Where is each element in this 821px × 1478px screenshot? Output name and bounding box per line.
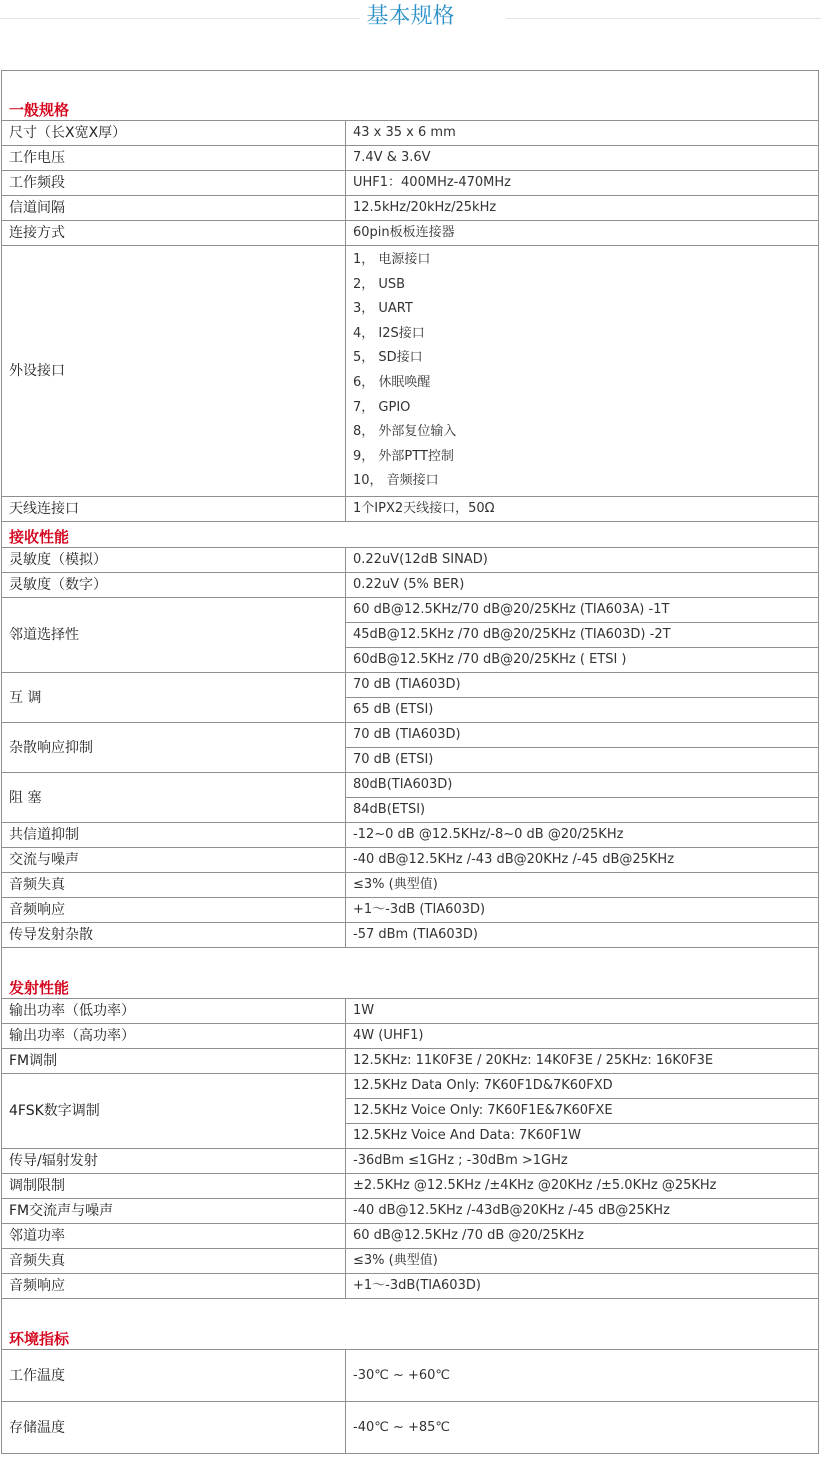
section-heading: 接收性能 xyxy=(2,522,819,548)
spec-row xyxy=(2,1199,819,1224)
spec-value: 12.5kHz/20kHz/25kHz xyxy=(346,196,819,221)
spec-value: 60 dB@12.5KHz/70 dB@20/25KHz (TIA603A) -1T xyxy=(346,598,819,623)
section-row xyxy=(2,1299,819,1350)
spec-value: ≤3% (典型值) xyxy=(346,1249,819,1274)
spec-label: 工作温度 xyxy=(2,1350,346,1402)
spec-row xyxy=(2,1350,819,1402)
spec-row xyxy=(2,1249,819,1274)
section-row xyxy=(2,71,819,121)
spec-label: 外设接口 xyxy=(2,246,346,497)
spec-value: ±2.5KHz @12.5KHz /±4KHz @20KHz /±5.0KHz @25KHz xyxy=(346,1174,819,1199)
spec-label: 音频失真 xyxy=(2,1249,346,1274)
spec-value: +1～-3dB (TIA603D) xyxy=(346,898,819,923)
spec-row xyxy=(2,823,819,848)
spec-row xyxy=(2,1049,819,1074)
section-heading: 一般规格 xyxy=(2,71,819,121)
spec-value: -40 dB@12.5KHz /-43dB@20KHz /-45 dB@25KHz xyxy=(346,1199,819,1224)
spec-label: 4FSK数字调制 xyxy=(2,1074,346,1149)
list-item: 3， UART xyxy=(353,301,413,317)
spec-value: -36dBm ≤1GHz ; -30dBm >1GHz xyxy=(346,1149,819,1174)
spec-label: 信道间隔 xyxy=(2,196,346,221)
spec-label: 邻道功率 xyxy=(2,1224,346,1249)
spec-row xyxy=(2,121,819,146)
spec-value: -30℃ ~ +60℃ xyxy=(346,1350,819,1402)
spec-row xyxy=(2,573,819,598)
spec-row xyxy=(2,1224,819,1249)
spec-value: -12~0 dB @12.5KHz/-8~0 dB @20/25KHz xyxy=(346,823,819,848)
spec-value: 60 dB@12.5KHz /70 dB @20/25KHz xyxy=(346,1224,819,1249)
spec-label: 音频失真 xyxy=(2,873,346,898)
spec-label: 传导/辐射发射 xyxy=(2,1149,346,1174)
spec-row xyxy=(2,723,819,748)
spec-value: 65 dB (ETSI) xyxy=(346,698,819,723)
spec-value: 4W (UHF1) xyxy=(346,1024,819,1049)
spec-label: 灵敏度（模拟） xyxy=(2,548,346,573)
spec-value: 0.22uV(12dB SINAD) xyxy=(346,548,819,573)
spec-label: 音频响应 xyxy=(2,1274,346,1299)
section-heading: 环境指标 xyxy=(2,1299,819,1350)
list-item: 6， 休眠唤醒 xyxy=(353,375,431,390)
spec-label: 存储温度 xyxy=(2,1402,346,1454)
spec-value: 12.5KHz: 11K0F3E / 20KHz: 14K0F3E / 25KHz: 16K0F3E xyxy=(346,1049,819,1074)
spec-row xyxy=(2,673,819,698)
spec-value: -40 dB@12.5KHz /-43 dB@20KHz /-45 dB@25KHz xyxy=(346,848,819,873)
spec-row xyxy=(2,848,819,873)
spec-value: +1～-3dB(TIA603D) xyxy=(346,1274,819,1299)
spec-value: -40℃ ~ +85℃ xyxy=(346,1402,819,1454)
list-item: 8， 外部复位输入 xyxy=(353,424,457,440)
list-item: 9， 外部PTT控制 xyxy=(353,448,454,464)
list-item: 1， 电源接口 xyxy=(353,252,431,268)
spec-label: 共信道抑制 xyxy=(2,823,346,848)
spec-value: 12.5KHz Voice And Data: 7K60F1W xyxy=(346,1124,819,1149)
spec-label: 连接方式 xyxy=(2,221,346,246)
spec-label: 灵敏度（数字） xyxy=(2,573,346,598)
spec-value: 60pin板板连接器 xyxy=(346,221,819,246)
spec-label: 音频响应 xyxy=(2,898,346,923)
spec-value: 45dB@12.5KHz /70 dB@20/25KHz (TIA603D) -2T xyxy=(346,623,819,648)
spec-value: ≤3% (典型值) xyxy=(346,873,819,898)
spec-row xyxy=(2,598,819,623)
spec-value: 0.22uV (5% BER) xyxy=(346,573,819,598)
spec-value: 1个IPX2天线接口，50Ω xyxy=(346,497,819,522)
spec-value: 1W xyxy=(346,999,819,1024)
spec-row xyxy=(2,873,819,898)
spec-value: 70 dB (TIA603D) xyxy=(346,723,819,748)
spec-label: 传导发射杂散 xyxy=(2,923,346,948)
spec-value: 7.4V & 3.6V xyxy=(346,146,819,171)
spec-value: 12.5KHz Data Only: 7K60F1D&7K60FXD xyxy=(346,1074,819,1099)
spec-row xyxy=(2,1149,819,1174)
spec-value: UHF1：400MHz-470MHz xyxy=(346,171,819,196)
spec-label: 调制限制 xyxy=(2,1174,346,1199)
spec-label: 天线连接口 xyxy=(2,497,346,522)
spec-value: -57 dBm (TIA603D) xyxy=(346,923,819,948)
spec-row xyxy=(2,898,819,923)
spec-value-list xyxy=(346,246,819,497)
spec-row xyxy=(2,221,819,246)
spec-row xyxy=(2,999,819,1024)
spec-row xyxy=(2,1024,819,1049)
spec-value: 70 dB (TIA603D) xyxy=(346,673,819,698)
page-title: 基本规格 xyxy=(366,4,455,29)
section-heading: 发射性能 xyxy=(2,948,819,999)
spec-value: 80dB(TIA603D) xyxy=(346,773,819,798)
spec-row xyxy=(2,1074,819,1099)
spec-value: 12.5KHz Voice Only: 7K60F1E&7K60FXE xyxy=(346,1099,819,1124)
spec-row xyxy=(2,171,819,196)
spec-row xyxy=(2,1174,819,1199)
spec-label: 交流与噪声 xyxy=(2,848,346,873)
spec-row xyxy=(2,773,819,798)
list-item: 10， 音频接口 xyxy=(353,473,439,489)
list-item: 5， SD接口 xyxy=(353,350,423,366)
list-item: 4， I2S接口 xyxy=(353,325,425,341)
header-divider-right xyxy=(506,18,821,19)
spec-value: 84dB(ETSI) xyxy=(346,798,819,823)
spec-label: 尺寸（长X宽X厚） xyxy=(2,121,346,146)
spec-label: 邻道选择性 xyxy=(2,598,346,673)
spec-label: 阻 塞 xyxy=(2,773,346,823)
section-row xyxy=(2,522,819,548)
spec-row xyxy=(2,1274,819,1299)
spec-label: 输出功率（高功率） xyxy=(2,1024,346,1049)
section-header xyxy=(0,0,821,36)
spec-row xyxy=(2,1402,819,1454)
spec-value: 70 dB (ETSI) xyxy=(346,748,819,773)
list-item: 7， GPIO xyxy=(353,399,411,415)
spec-table xyxy=(1,70,819,1454)
spec-row xyxy=(2,146,819,171)
spec-row xyxy=(2,246,819,497)
spec-label: 互 调 xyxy=(2,673,346,723)
spec-label: 工作频段 xyxy=(2,171,346,196)
spec-label: FM调制 xyxy=(2,1049,346,1074)
list-item: 2， USB xyxy=(353,276,406,292)
spec-label: FM交流声与噪声 xyxy=(2,1199,346,1224)
spec-label: 杂散响应抑制 xyxy=(2,723,346,773)
spec-row xyxy=(2,497,819,522)
spec-row xyxy=(2,923,819,948)
spec-label: 工作电压 xyxy=(2,146,346,171)
spec-value: 60dB@12.5KHz /70 dB@20/25KHz ( ETSI ) xyxy=(346,648,819,673)
spec-row xyxy=(2,548,819,573)
spec-row xyxy=(2,196,819,221)
spec-value: 43 x 35 x 6 mm xyxy=(346,121,819,146)
spec-label: 输出功率（低功率） xyxy=(2,999,346,1024)
section-row xyxy=(2,948,819,999)
